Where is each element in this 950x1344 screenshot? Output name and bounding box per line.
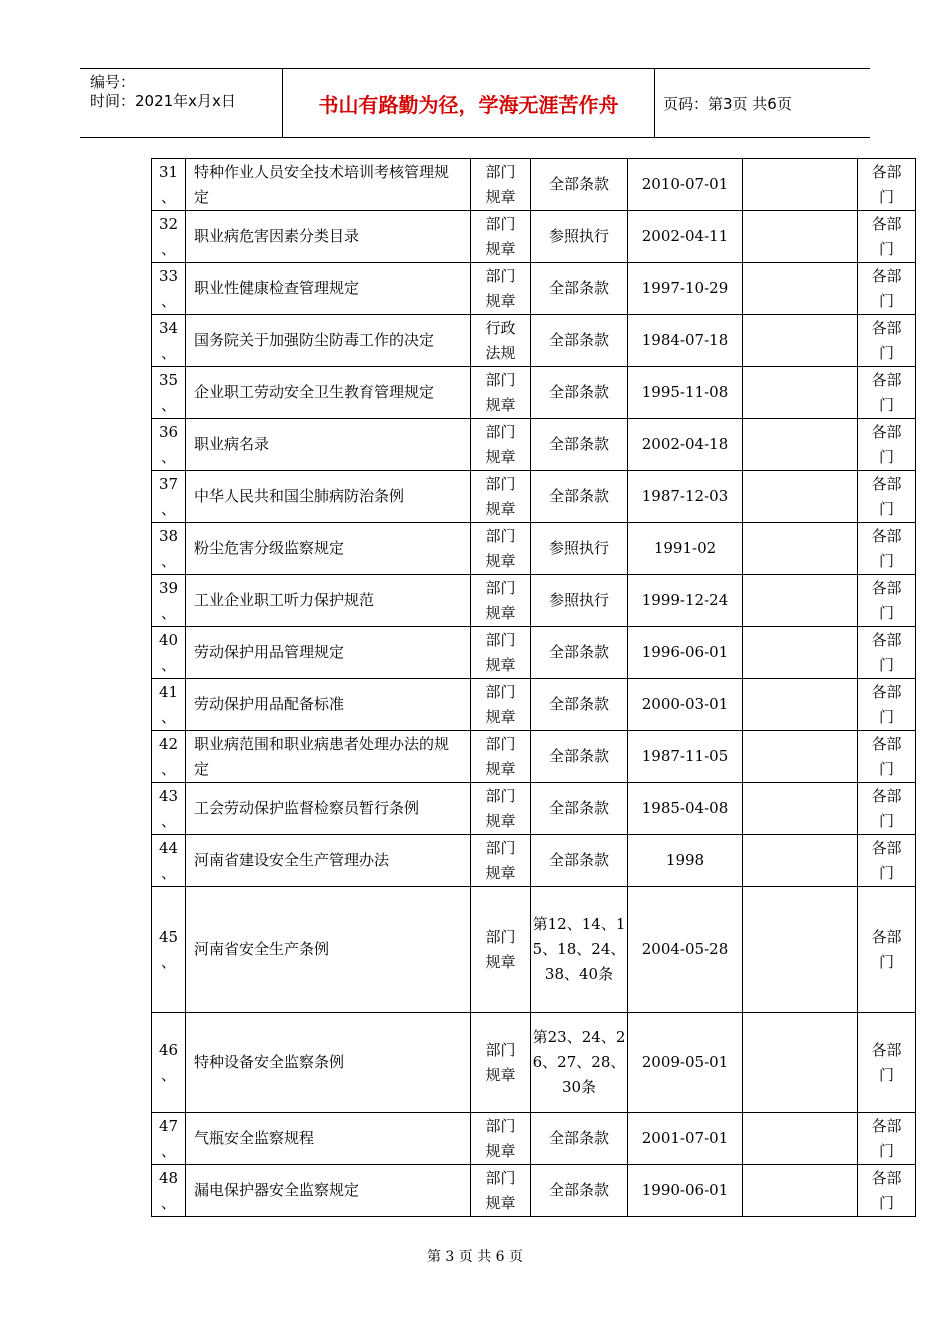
header-meta [80, 69, 282, 137]
row-number: 40 、 [152, 627, 186, 679]
regulation-title: 劳动保护用品管理规定 [186, 627, 471, 679]
effective-date: 1995-11-08 [628, 367, 743, 419]
note-cell [743, 627, 858, 679]
header-motto: 书山有路勤为径，学海无涯苦作舟 [282, 69, 655, 137]
note-cell [743, 679, 858, 731]
row-number: 33 、 [152, 263, 186, 315]
regulation-type: 部门 规章 [471, 835, 531, 887]
applicable-scope: 全部条款 [531, 835, 628, 887]
applicable-scope: 全部条款 [531, 315, 628, 367]
regulation-title: 国务院关于加强防尘防毒工作的决定 [186, 315, 471, 367]
note-cell [743, 471, 858, 523]
applicable-department: 各部 门 [858, 1113, 916, 1165]
note-cell [743, 211, 858, 263]
applicable-department: 各部 门 [858, 523, 916, 575]
effective-date: 1987-12-03 [628, 471, 743, 523]
applicable-scope: 参照执行 [531, 575, 628, 627]
applicable-scope: 第12、14、15、18、24、38、40条 [531, 887, 628, 1013]
regulation-title: 劳动保护用品配备标准 [186, 679, 471, 731]
table-row [152, 419, 916, 471]
table-row [152, 263, 916, 315]
applicable-department: 各部 门 [858, 159, 916, 211]
applicable-scope: 全部条款 [531, 263, 628, 315]
table-row [152, 1165, 916, 1217]
applicable-department: 各部 门 [858, 367, 916, 419]
note-cell [743, 887, 858, 1013]
effective-date: 1999-12-24 [628, 575, 743, 627]
effective-date: 1996-06-01 [628, 627, 743, 679]
regulation-type: 部门 规章 [471, 211, 531, 263]
applicable-department: 各部 门 [858, 1013, 916, 1113]
applicable-department: 各部 门 [858, 887, 916, 1013]
applicable-department: 各部 门 [858, 731, 916, 783]
page-header [80, 68, 870, 138]
applicable-department: 各部 门 [858, 263, 916, 315]
applicable-department: 各部 门 [858, 315, 916, 367]
effective-date: 2000-03-01 [628, 679, 743, 731]
regulation-type: 部门 规章 [471, 419, 531, 471]
regulation-type: 部门 规章 [471, 1113, 531, 1165]
applicable-department: 各部 门 [858, 211, 916, 263]
regulation-title: 职业病范围和职业病患者处理办法的规定 [186, 731, 471, 783]
regulation-type: 部门 规章 [471, 263, 531, 315]
note-cell [743, 731, 858, 783]
document-number-label: 编号： [90, 73, 136, 91]
applicable-department: 各部 门 [858, 1165, 916, 1217]
table-row [152, 627, 916, 679]
regulation-type: 部门 规章 [471, 731, 531, 783]
table-row [152, 679, 916, 731]
applicable-department: 各部 门 [858, 627, 916, 679]
row-number: 31 、 [152, 159, 186, 211]
row-number: 44 、 [152, 835, 186, 887]
applicable-scope: 参照执行 [531, 523, 628, 575]
effective-date: 2004-05-28 [628, 887, 743, 1013]
regulation-type: 部门 规章 [471, 1013, 531, 1113]
regulation-type: 部门 规章 [471, 523, 531, 575]
row-number: 36 、 [152, 419, 186, 471]
note-cell [743, 1165, 858, 1217]
table-row [152, 471, 916, 523]
effective-date: 2010-07-01 [628, 159, 743, 211]
note-cell [743, 783, 858, 835]
table-row [152, 211, 916, 263]
table-row [152, 575, 916, 627]
regulation-title: 河南省安全生产条例 [186, 887, 471, 1013]
table-row [152, 523, 916, 575]
row-number: 32 、 [152, 211, 186, 263]
effective-date: 1984-07-18 [628, 315, 743, 367]
row-number: 46 、 [152, 1013, 186, 1113]
table-row [152, 835, 916, 887]
table-row [152, 315, 916, 367]
table-row [152, 1113, 916, 1165]
note-cell [743, 1113, 858, 1165]
applicable-scope: 全部条款 [531, 1113, 628, 1165]
note-cell [743, 367, 858, 419]
effective-date: 2002-04-18 [628, 419, 743, 471]
regulations-table [151, 158, 916, 1217]
applicable-department: 各部 门 [858, 679, 916, 731]
row-number: 34 、 [152, 315, 186, 367]
regulation-title: 工会劳动保护监督检察员暂行条例 [186, 783, 471, 835]
effective-date: 1990-06-01 [628, 1165, 743, 1217]
regulation-title: 特种作业人员安全技术培训考核管理规定 [186, 159, 471, 211]
effective-date: 1998 [628, 835, 743, 887]
regulation-type: 部门 规章 [471, 783, 531, 835]
table-row [152, 367, 916, 419]
regulation-title: 中华人民共和国尘肺病防治条例 [186, 471, 471, 523]
note-cell [743, 419, 858, 471]
row-number: 45 、 [152, 887, 186, 1013]
effective-date: 2002-04-11 [628, 211, 743, 263]
effective-date: 1997-10-29 [628, 263, 743, 315]
regulation-title: 河南省建设安全生产管理办法 [186, 835, 471, 887]
row-number: 38 、 [152, 523, 186, 575]
regulation-type: 行政 法规 [471, 315, 531, 367]
regulation-type: 部门 规章 [471, 159, 531, 211]
table-row [152, 1013, 916, 1113]
regulation-type: 部门 规章 [471, 367, 531, 419]
page-footer: 第 3 页 共 6 页 [426, 1249, 524, 1265]
regulation-title: 特种设备安全监察条例 [186, 1013, 471, 1113]
row-number: 37 、 [152, 471, 186, 523]
row-number: 41 、 [152, 679, 186, 731]
regulation-title: 气瓶安全监察规程 [186, 1113, 471, 1165]
applicable-department: 各部 门 [858, 419, 916, 471]
regulation-type: 部门 规章 [471, 679, 531, 731]
applicable-department: 各部 门 [858, 575, 916, 627]
regulation-title: 企业职工劳动安全卫生教育管理规定 [186, 367, 471, 419]
regulation-title: 职业性健康检查管理规定 [186, 263, 471, 315]
table-row [152, 159, 916, 211]
regulations-table-body [152, 159, 916, 1217]
regulation-title: 职业病名录 [186, 419, 471, 471]
regulation-title: 工业企业职工听力保护规范 [186, 575, 471, 627]
row-number: 35 、 [152, 367, 186, 419]
note-cell [743, 575, 858, 627]
effective-date: 1987-11-05 [628, 731, 743, 783]
regulation-type: 部门 规章 [471, 1165, 531, 1217]
applicable-scope: 全部条款 [531, 367, 628, 419]
regulation-title: 职业病危害因素分类目录 [186, 211, 471, 263]
applicable-scope: 全部条款 [531, 419, 628, 471]
row-number: 43 、 [152, 783, 186, 835]
effective-date: 1991-02 [628, 523, 743, 575]
note-cell [743, 159, 858, 211]
regulation-title: 漏电保护器安全监察规定 [186, 1165, 471, 1217]
note-cell [743, 835, 858, 887]
applicable-scope: 全部条款 [531, 159, 628, 211]
row-number: 47 、 [152, 1113, 186, 1165]
note-cell [743, 1013, 858, 1113]
applicable-scope: 全部条款 [531, 731, 628, 783]
regulation-type: 部门 规章 [471, 471, 531, 523]
effective-date: 1985-04-08 [628, 783, 743, 835]
effective-date: 2009-05-01 [628, 1013, 743, 1113]
applicable-department: 各部 门 [858, 783, 916, 835]
applicable-scope: 全部条款 [531, 679, 628, 731]
regulation-type: 部门 规章 [471, 575, 531, 627]
applicable-scope: 全部条款 [531, 627, 628, 679]
regulation-type: 部门 规章 [471, 887, 531, 1013]
header-page-info: 页码：第3页 共6页 [663, 94, 792, 113]
applicable-scope: 第23、24、26、27、28、30条 [531, 1013, 628, 1113]
applicable-department: 各部 门 [858, 471, 916, 523]
note-cell [743, 263, 858, 315]
applicable-scope: 参照执行 [531, 211, 628, 263]
table-row [152, 783, 916, 835]
document-time-label: 时间：2021年x月x日 [90, 92, 236, 110]
row-number: 42 、 [152, 731, 186, 783]
applicable-scope: 全部条款 [531, 471, 628, 523]
note-cell [743, 315, 858, 367]
applicable-scope: 全部条款 [531, 783, 628, 835]
table-row [152, 887, 916, 1013]
applicable-department: 各部 门 [858, 835, 916, 887]
regulation-title: 粉尘危害分级监察规定 [186, 523, 471, 575]
table-row [152, 731, 916, 783]
effective-date: 2001-07-01 [628, 1113, 743, 1165]
row-number: 39 、 [152, 575, 186, 627]
regulation-type: 部门 规章 [471, 627, 531, 679]
note-cell [743, 523, 858, 575]
row-number: 48 、 [152, 1165, 186, 1217]
applicable-scope: 全部条款 [531, 1165, 628, 1217]
